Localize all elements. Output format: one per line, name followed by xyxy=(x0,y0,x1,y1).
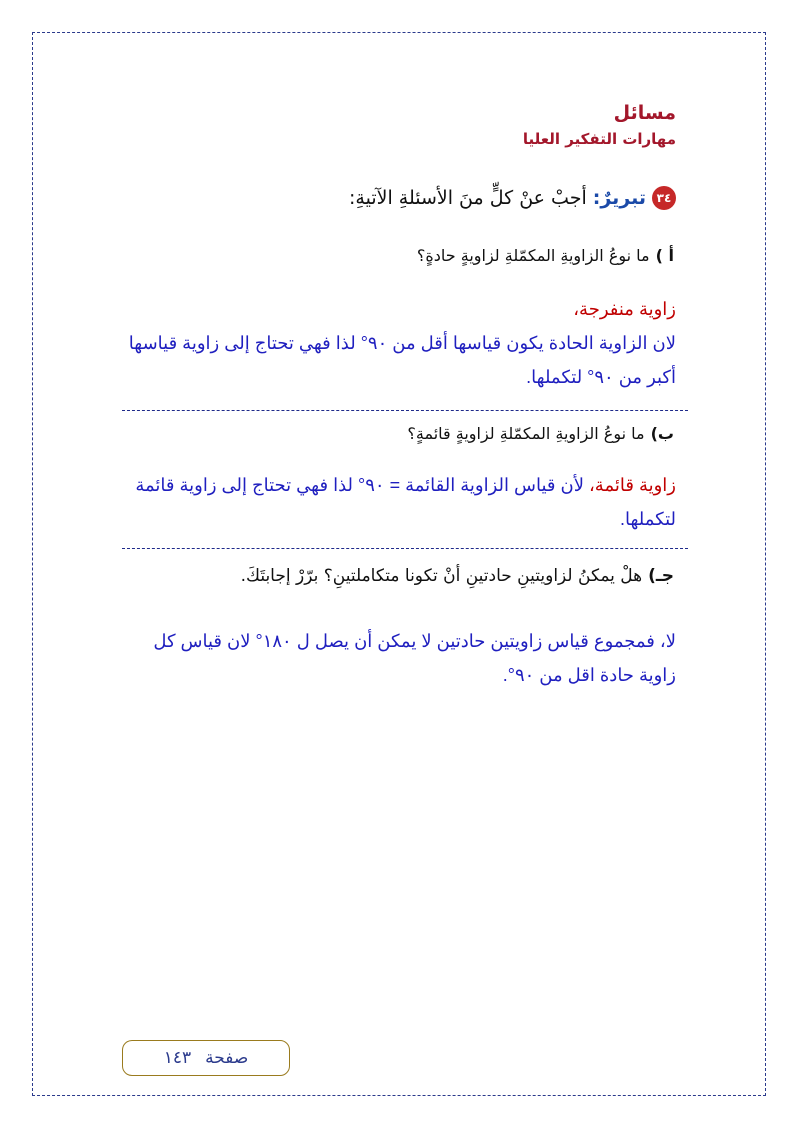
part-c-label: جـ) xyxy=(648,566,674,586)
part-a-answer-blue: لان الزاوية الحادة يكون قياسها أقل من ٩٠° لذا فهي تحتاج إلى زاوية قياسها أكبر من ٩٠° لتكملها. xyxy=(128,333,676,387)
part-a-answer xyxy=(116,292,676,394)
part-c-answer-blue: لا، فمجموع قياس زاويتين حادتين لا يمكن أن يصل ل ١٨٠° لان قياس كل زاوية حادة اقل من ٩٠°. xyxy=(153,631,676,685)
part-c-question: هلْ يمكنُ لزاويتينِ حادتينِ أنْ تكونا متكاملتينِ؟ برّرْ إجابتَكَ. xyxy=(240,566,643,586)
divider-1 xyxy=(122,410,688,411)
part-a-label: أ ) xyxy=(655,246,674,265)
part-b-answer-blue: لأن قياس الزاوية القائمة = ٩٠° لذا فهي تحتاج إلى زاوية قائمة لتكملها. xyxy=(135,475,676,529)
part-b-question-row xyxy=(407,424,674,443)
section-subtitle: مهارات التفكير العليا xyxy=(522,130,676,148)
question-heading xyxy=(349,186,676,210)
part-b-answer-red: زاوية قائمة، xyxy=(588,475,676,495)
part-c-question-row xyxy=(241,566,674,586)
part-c-answer xyxy=(116,624,676,692)
divider-2 xyxy=(122,548,688,549)
part-b-answer xyxy=(116,468,676,536)
page-number-tag xyxy=(122,1040,290,1076)
page-label: صفحة xyxy=(205,1048,249,1068)
part-a-answer-red: زاوية منفرجة، xyxy=(573,299,676,319)
part-a-question-row xyxy=(417,246,674,265)
page-number: ١٤٣ xyxy=(163,1048,192,1068)
part-b-label: ب) xyxy=(650,424,674,443)
section-title: مسائل xyxy=(613,102,676,124)
question-text: أجبْ عنْ كلٍّ منَ الأسئلةِ الآتيةِ: xyxy=(349,187,587,209)
part-a-question: ما نوعُ الزاويةِ المكمّلةِ لزاويةٍ حادةٍ؟ xyxy=(416,246,650,265)
question-number-badge: ٣٤ xyxy=(652,186,676,210)
question-keyword: تبريرٌ: xyxy=(592,187,646,209)
part-b-question: ما نوعُ الزاويةِ المكمّلةِ لزاويةٍ قائمةٍ؟ xyxy=(407,424,645,443)
